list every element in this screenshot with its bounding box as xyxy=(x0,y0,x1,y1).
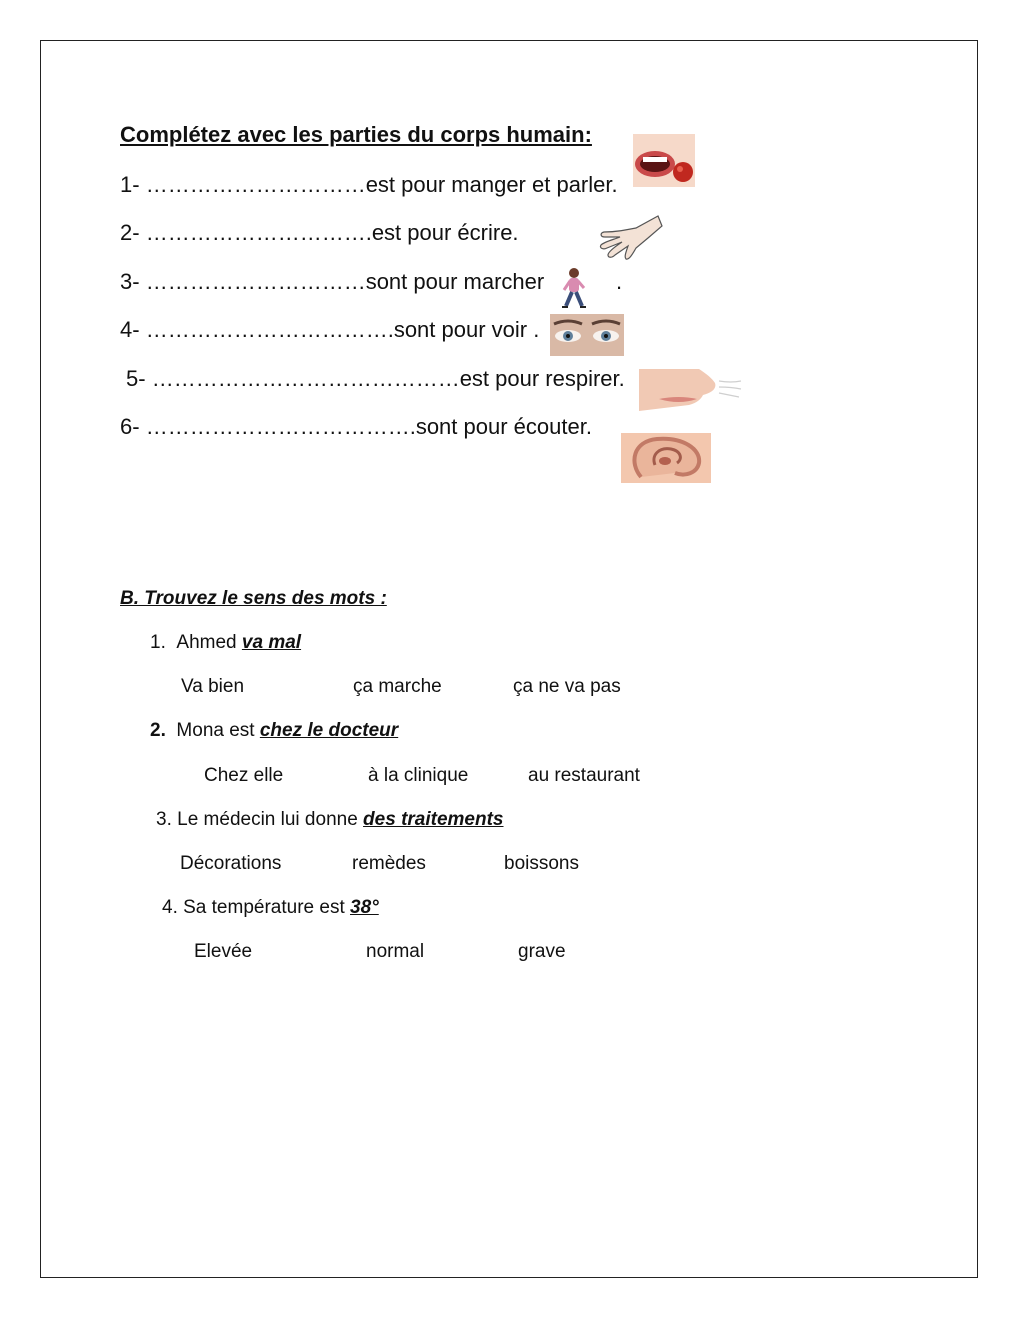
question-text: Ahmed xyxy=(176,632,242,653)
question-2 xyxy=(150,720,398,742)
item-text: est pour manger et parler. xyxy=(365,172,618,197)
option: Chez elle xyxy=(204,765,284,786)
question-text: Sa température est xyxy=(177,897,351,918)
item-text: est pour écrire. xyxy=(371,220,519,245)
option: à la clinique xyxy=(368,765,469,786)
option: grave xyxy=(518,941,566,962)
question-number: 4. xyxy=(162,897,178,918)
option: Décorations xyxy=(180,853,282,874)
blank-dots: …………………………………… xyxy=(151,366,460,391)
question-4 xyxy=(162,897,379,919)
option: ça marche xyxy=(353,676,442,697)
ear-image xyxy=(621,433,711,483)
option: ça ne va pas xyxy=(513,676,621,697)
question-text: Le médecin lui donne xyxy=(171,809,364,830)
item-number: 3- xyxy=(120,269,146,294)
question-3 xyxy=(156,809,504,831)
fill-line-3 xyxy=(120,269,544,295)
section-a-title: Complétez avec les parties du corps humain: xyxy=(120,122,592,147)
blank-dots: ………………………… xyxy=(145,269,366,294)
item-text: sont pour écouter. xyxy=(415,414,592,439)
item-number: 1- xyxy=(120,172,146,197)
item-text: sont pour marcher xyxy=(365,269,545,294)
question-keyword: des traitements xyxy=(363,809,504,830)
question-keyword: va mal xyxy=(241,632,302,653)
nose-image xyxy=(639,369,743,411)
question-number: 2. xyxy=(150,720,166,741)
question-1 xyxy=(150,632,301,654)
question-keyword: chez le docteur xyxy=(259,720,399,741)
fill-line-6 xyxy=(120,414,592,440)
blank-dots: ………………………… xyxy=(145,172,366,197)
item-text: est pour respirer. xyxy=(459,366,625,391)
mouth-eating-image xyxy=(633,134,695,187)
option: Elevée xyxy=(194,941,253,962)
fill-line-5 xyxy=(126,366,625,392)
blank-dots: ………………………………. xyxy=(145,414,416,439)
hand-image xyxy=(596,210,664,264)
option: boissons xyxy=(504,853,579,874)
blank-dots: …………………………. xyxy=(145,220,372,245)
question-number: 3. xyxy=(156,809,172,830)
walking-person-image xyxy=(552,266,600,312)
section-b-title: B. Trouvez le sens des mots : xyxy=(120,588,387,609)
question-text: Mona est xyxy=(176,720,260,741)
option: Va bien xyxy=(181,676,245,697)
fill-line-4 xyxy=(120,317,539,343)
question-keyword: 38° xyxy=(350,897,379,918)
option: au restaurant xyxy=(528,765,640,786)
option: remèdes xyxy=(352,853,426,874)
eyes-image xyxy=(550,314,624,356)
item-text: sont pour voir . xyxy=(393,317,540,342)
item-number: 4- xyxy=(120,317,146,342)
fill-line-2 xyxy=(120,220,519,246)
question-number: 1. xyxy=(150,632,166,653)
item-number: 6- xyxy=(120,414,146,439)
fill-line-1 xyxy=(120,172,618,198)
option: normal xyxy=(366,941,425,962)
item-number: 2- xyxy=(120,220,146,245)
item-number: 5- xyxy=(126,366,152,391)
trailing-period: . xyxy=(616,269,623,294)
blank-dots: ……………………………. xyxy=(145,317,394,342)
